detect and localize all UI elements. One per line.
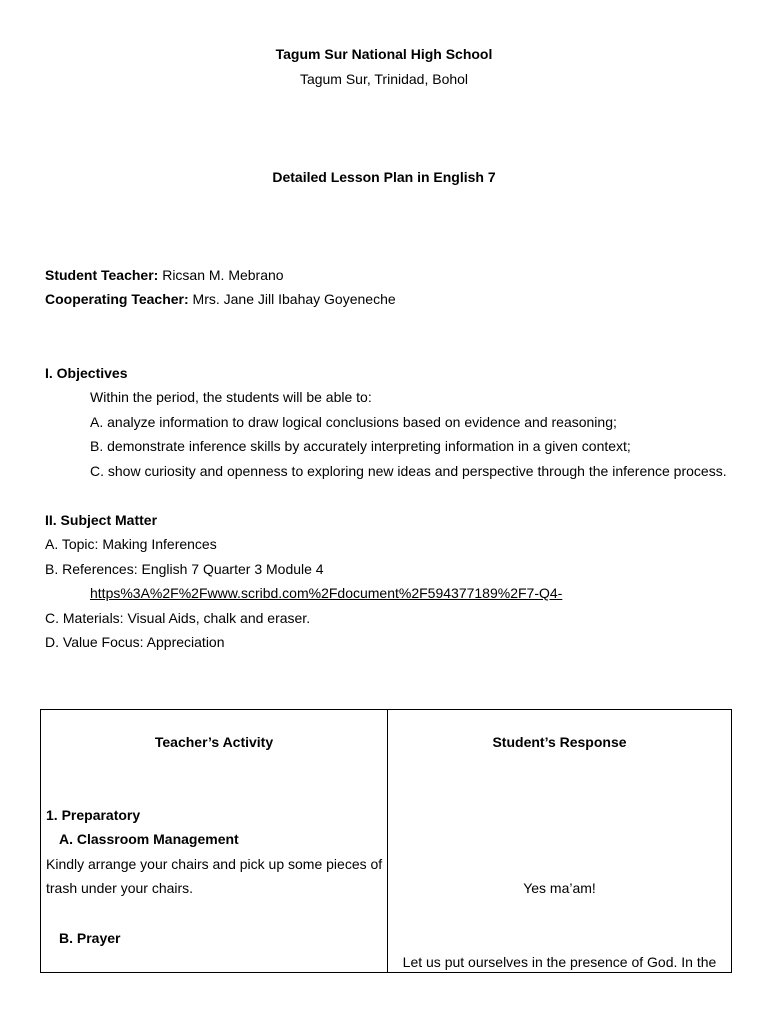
cooperating-teacher-line (45, 287, 396, 312)
classroom-management-heading: A. Classroom Management (59, 831, 239, 847)
school-name: Tagum Sur National High School (275, 46, 493, 62)
student-teacher-label: Student Teacher: (45, 267, 159, 283)
objective-item: C. show curiosity and openness to exploring new ideas and perspective through the inference process. (90, 463, 727, 479)
cooperating-teacher-label: Cooperating Teacher: (45, 291, 189, 307)
table-row (41, 710, 732, 973)
preparatory-heading: 1. Preparatory (46, 807, 141, 823)
management-instruction-line: trash under your chairs. (46, 880, 194, 896)
reference-link[interactable]: https%3A%2F%2Fwww.scribd.com%2Fdocument%2F594377189%2F7-Q4- (90, 585, 563, 601)
references-line: B. References: English 7 Quarter 3 Module 4 (45, 561, 324, 577)
subject-matter-heading: II. Subject Matter (45, 512, 158, 528)
objectives-intro: Within the period, the students will be able to: (90, 389, 372, 405)
student-response-cell (388, 710, 732, 973)
response-prayer: Let us put ourselves in the presence of God. In the (402, 954, 717, 970)
lesson-table (40, 709, 732, 973)
materials-line: C. Materials: Visual Aids, chalk and eraser. (45, 610, 311, 626)
plan-title: Detailed Lesson Plan in English 7 (272, 169, 496, 185)
student-response-header: Student’s Response (492, 734, 627, 750)
response-yes: Yes ma’am! (523, 880, 596, 896)
value-focus-line: D. Value Focus: Appreciation (45, 634, 225, 650)
teacher-activity-cell (41, 710, 388, 973)
objective-item: B. demonstrate inference skills by accurately interpreting information in a given context; (90, 438, 631, 454)
cooperating-teacher-name: Mrs. Jane Jill Ibahay Goyeneche (188, 291, 396, 307)
topic-line: A. Topic: Making Inferences (45, 536, 217, 552)
prayer-heading: B. Prayer (59, 930, 121, 946)
student-teacher-line (45, 263, 284, 288)
management-instruction-line: Kindly arrange your chairs and pick up some pieces of (46, 856, 383, 872)
teacher-activity-header: Teacher’s Activity (154, 734, 274, 750)
objectives-heading: I. Objectives (45, 365, 128, 381)
objective-item: A. analyze information to draw logical conclusions based on evidence and reasoning; (90, 414, 617, 430)
school-address: Tagum Sur, Trinidad, Bohol (299, 71, 469, 87)
student-teacher-name: Ricsan M. Mebrano (158, 267, 284, 283)
